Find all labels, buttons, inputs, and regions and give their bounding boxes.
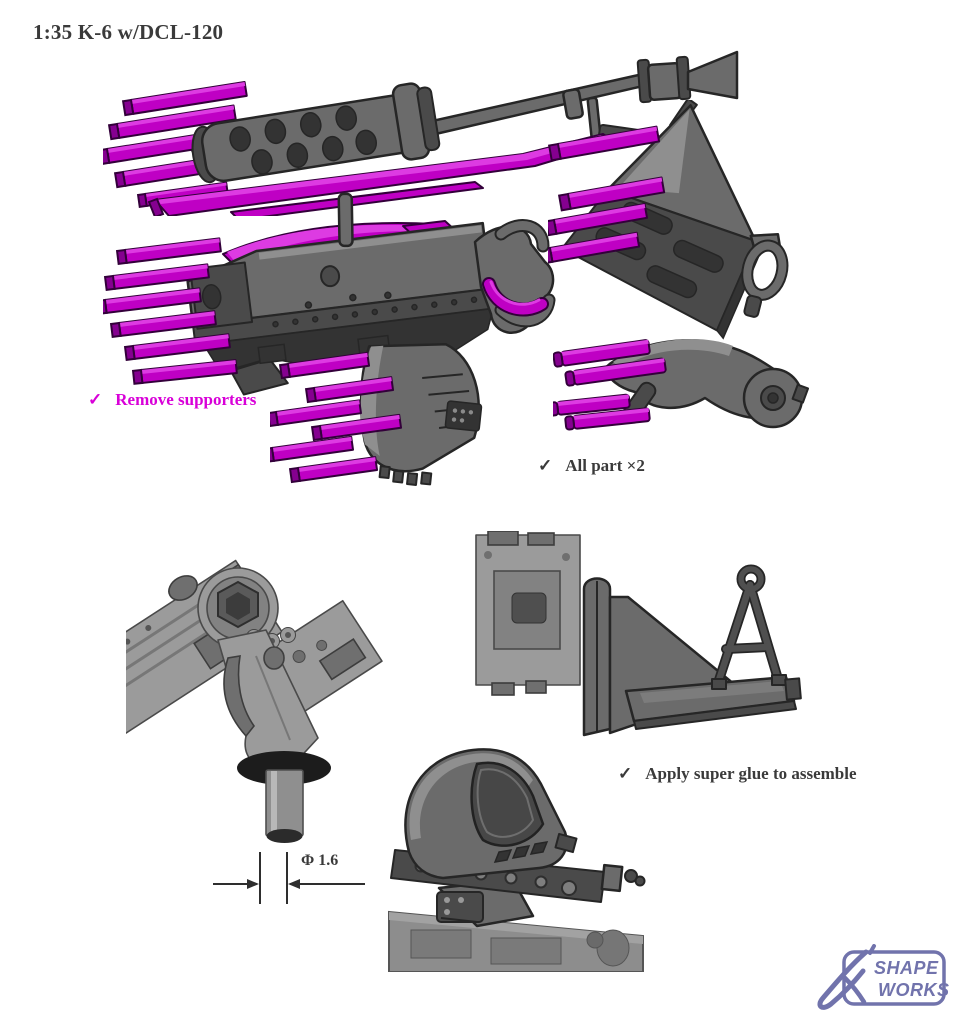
ammo-bracket-render xyxy=(548,100,814,348)
page-title: 1:35 K-6 w/DCL-120 xyxy=(33,20,224,44)
receiver-block xyxy=(476,531,580,695)
dimension-lines xyxy=(205,850,377,910)
note-apply-glue xyxy=(618,764,857,784)
cradle-render xyxy=(270,338,528,508)
checkmark-icon: ✓ xyxy=(618,764,633,783)
note-apply-glue-text: Apply super glue to assemble xyxy=(645,764,857,783)
note-remove-supporters xyxy=(88,390,256,410)
mount-pin xyxy=(237,751,331,843)
checkmark-icon: ✓ xyxy=(88,390,103,409)
note-remove-supporters-text: Remove supporters xyxy=(115,390,257,409)
pintle-arm-render xyxy=(553,316,817,442)
pin-closeup-figure xyxy=(126,538,394,856)
shapeworks-logo xyxy=(808,944,950,1014)
ammo-tray-bracket-assembled xyxy=(584,569,801,735)
assembled-bracket-figure xyxy=(468,531,806,749)
pintle-arm-figure xyxy=(553,316,817,442)
diameter-annotation xyxy=(205,850,377,910)
cradle-figure xyxy=(270,338,528,508)
logo-line1: SHAPE xyxy=(874,958,939,978)
muzzle-brake xyxy=(638,52,737,102)
latch-frame xyxy=(712,569,786,689)
assembled-bracket-render xyxy=(468,531,806,749)
logo-line2: WORKS xyxy=(878,980,950,1000)
checkmark-icon: ✓ xyxy=(538,456,553,475)
pin-closeup-render xyxy=(126,538,394,856)
note-all-part-text: All part ×2 xyxy=(565,456,645,475)
sight-hood xyxy=(405,749,576,878)
brand-logo xyxy=(808,944,950,1014)
diameter-label: Φ 1.6 xyxy=(301,852,339,869)
ammo-bracket-figure xyxy=(548,100,814,348)
note-all-part xyxy=(538,456,645,476)
receiver-top xyxy=(389,912,643,972)
